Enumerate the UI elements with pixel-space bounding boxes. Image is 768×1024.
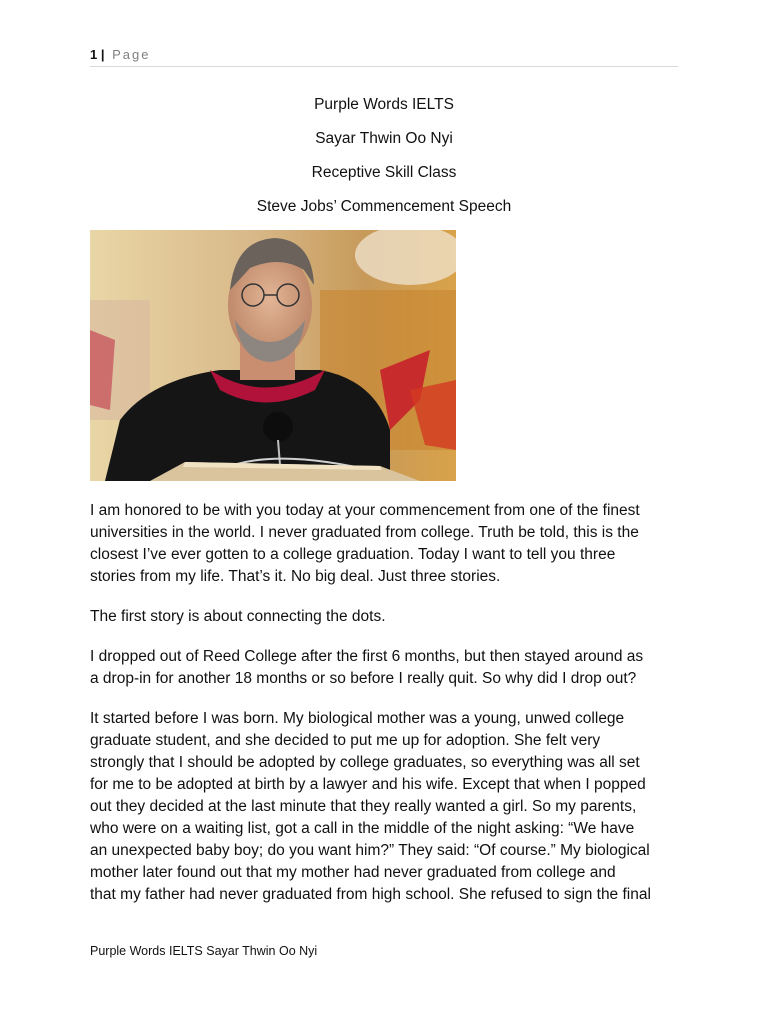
title-line: Receptive Skill Class (311, 164, 457, 181)
text-line: an unexpected baby boy; do you want him?” They said: “Of course.” My biological (90, 842, 650, 859)
text-line: I dropped out of Reed College after the first 6 months, but then stayed around as (90, 648, 644, 665)
paragraph (90, 606, 682, 628)
document-titles (0, 94, 768, 230)
text-line: graduate student, and she decided to put me up for adoption. She felt very (90, 732, 601, 749)
text-line: a drop-in for another 18 months or so before I really quit. So why did I drop out? (90, 670, 637, 687)
title-line: Purple Words IELTS (314, 96, 454, 113)
text-line: for me to be adopted at birth by a lawyer and his wife. Except that when I popped (90, 776, 646, 793)
speech-body (90, 500, 682, 924)
text-line: closest I’ve ever gotten to a college graduation. Today I want to tell you three (90, 546, 616, 563)
page-separator: | (100, 47, 105, 62)
text-line: out they decided at the last minute that they really wanted a girl. So my parents, (90, 798, 637, 815)
speaker-photo (90, 230, 456, 481)
page-word: Page (112, 47, 151, 62)
text-line: stories from my life. That’s it. No big deal. Just three stories. (90, 568, 501, 585)
title-line: Steve Jobs’ Commencement Speech (256, 198, 512, 215)
paragraph (90, 500, 682, 588)
text-line: universities in the world. I never graduated from college. Truth be told, this is the (90, 524, 639, 541)
page-footer: Purple Words IELTS Sayar Thwin Oo Nyi (90, 944, 318, 958)
text-line: It started before I was born. My biological mother was a young, unwed college (90, 710, 625, 727)
text-line: mother later found out that my mother had never graduated from college and (90, 864, 616, 881)
title-line: Sayar Thwin Oo Nyi (315, 130, 453, 147)
page-number: 1 (90, 47, 98, 62)
text-line: The first story is about connecting the dots. (90, 608, 386, 625)
paragraph (90, 646, 682, 690)
text-line: who were on a waiting list, got a call in the middle of the night asking: “We have (90, 820, 635, 837)
text-line: strongly that I should be adopted by college graduates, so everything was all set (90, 754, 640, 771)
text-line: that my father had never graduated from high school. She refused to sign the final (90, 886, 651, 903)
text-line: I am honored to be with you today at your commencement from one of the finest (90, 502, 640, 519)
page-header (90, 47, 678, 67)
paragraph (90, 708, 682, 906)
